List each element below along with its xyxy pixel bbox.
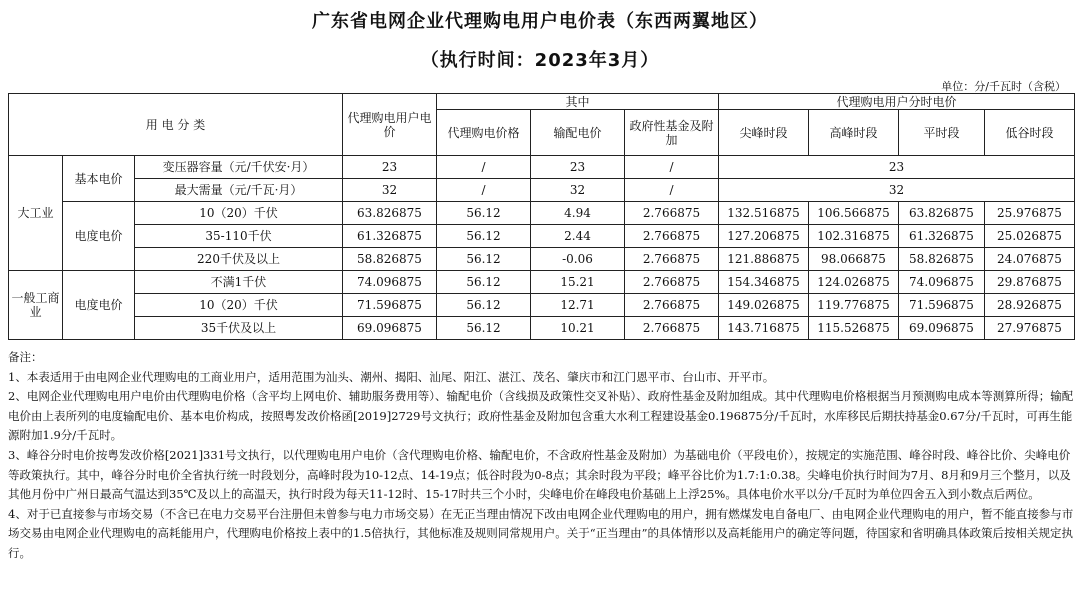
group-general-commercial: 一般工商业 bbox=[9, 271, 63, 340]
cell-purchase: 56.12 bbox=[437, 202, 531, 225]
cell-valley: 29.876875 bbox=[985, 271, 1075, 294]
cell-flat: 71.596875 bbox=[899, 294, 985, 317]
header-agent-price: 代理购电用户电价 bbox=[343, 94, 437, 156]
cell-fund: 2.766875 bbox=[625, 202, 719, 225]
cell-fund: / bbox=[625, 156, 719, 179]
header-purchase: 代理购电价格 bbox=[437, 110, 531, 156]
page-subtitle: （执行时间：2023年3月） bbox=[420, 50, 660, 71]
cell-fund: 2.766875 bbox=[625, 317, 719, 340]
cell-high: 98.066875 bbox=[809, 248, 899, 271]
header-transmission: 输配电价 bbox=[531, 110, 625, 156]
cell-purchase: 56.12 bbox=[437, 248, 531, 271]
cell-trans: 10.21 bbox=[531, 317, 625, 340]
header-among: 其中 bbox=[437, 94, 719, 110]
cell-valley: 24.076875 bbox=[985, 248, 1075, 271]
note-item: 4、对于已直接参与市场交易（不含已在电力交易平台注册但未曾参与电力市场交易）在无正当理由情况下改由电网企业代理购电的用户，拥有燃煤发电自备电厂、由电网企业代理购电的用户，暂不能直接参与市场交易由电网企业代理购电的高耗能用户，代理购电价格按上表中的1.5倍执行，其他标准及规则同常规用户。关于“正当理由”的具体情形以及高耗能用户的确定等问题，待国家和省明确具体政策后按相关规定执行。 bbox=[8, 506, 1074, 560]
cell-trans: 23 bbox=[531, 156, 625, 179]
group-energy-price: 电度电价 bbox=[63, 202, 135, 271]
cell-agent: 74.096875 bbox=[343, 271, 437, 294]
row-label: 10（20）千伏 bbox=[135, 202, 343, 225]
cell-trans: 2.44 bbox=[531, 225, 625, 248]
cell-purchase: 56.12 bbox=[437, 225, 531, 248]
cell-purchase: 56.12 bbox=[437, 317, 531, 340]
cell-high: 124.026875 bbox=[809, 271, 899, 294]
notes-section bbox=[8, 348, 1074, 564]
note-item: 3、峰谷分时电价按粤发改价格[2021]331号文执行，以代理购电用户电价（含代理购电价格、输配电价，不含政府性基金及附加）为基础电价（平段电价），按规定的实施范围、峰谷时段、峰谷比价、尖峰电价等政策执行。其中，峰谷分时电价全省执行统一时段划分，高峰时段为10-12点、14-19点；低谷时段为0-8点；其余时段为平段；峰平谷比价为1.7:1:0.38。尖峰电价执行时间为7月、8月和9月三个整月，以及其他月份中广州日最高气温达到35℃及以上的高温天，执行时段为每天11-12时、15-17时共三个小时，尖峰电价在峰段电价基础上上浮25%。具体电价水平以分/千瓦时为单位四舍五入到小数点后两位。 bbox=[8, 447, 1071, 502]
header-flat: 平时段 bbox=[899, 110, 985, 156]
header-tou-group: 代理购电用户分时电价 bbox=[719, 94, 1075, 110]
cell-high: 106.566875 bbox=[809, 202, 899, 225]
header-category: 用 电 分 类 bbox=[9, 94, 343, 156]
notes-heading: 备注： bbox=[8, 350, 43, 364]
cell-purchase: / bbox=[437, 179, 531, 202]
header-fund: 政府性基金及附加 bbox=[625, 110, 719, 156]
header-valley: 低谷时段 bbox=[985, 110, 1075, 156]
row-label: 最大需量（元/千瓦·月） bbox=[135, 179, 343, 202]
page-title: 广东省电网企业代理购电用户电价表（东西两翼地区） bbox=[312, 11, 768, 32]
cell-fund: 2.766875 bbox=[625, 248, 719, 271]
cell-trans: -0.06 bbox=[531, 248, 625, 271]
cell-peak: 132.516875 bbox=[719, 202, 809, 225]
cell-flat: 61.326875 bbox=[899, 225, 985, 248]
cell-flat: 69.096875 bbox=[899, 317, 985, 340]
row-label: 变压器容量（元/千伏安·月） bbox=[135, 156, 343, 179]
cell-peak: 149.026875 bbox=[719, 294, 809, 317]
note-item: 1、本表适用于由电网企业代理购电的工商业用户，适用范围为汕头、潮州、揭阳、汕尾、阳江、湛江、茂名、肇庆市和江门恩平市、台山市、开平市。 bbox=[8, 369, 775, 384]
cell-agent: 71.596875 bbox=[343, 294, 437, 317]
cell-flat: 58.826875 bbox=[899, 248, 985, 271]
cell-peak: 127.206875 bbox=[719, 225, 809, 248]
cell-valley: 25.976875 bbox=[985, 202, 1075, 225]
cell-purchase: 56.12 bbox=[437, 271, 531, 294]
note-item: 2、电网企业代理购电用户电价由代理购电价格（含平均上网电价、辅助服务费用等）、输配电价（含线损及政策性交叉补贴）、政府性基金及附加组成。其中代理购电价格根据当月预测购电成本等测算所得；输配电价由上表所列的电度输配电价、基本电价构成，按照粤发改价格函[2019]2729号文执行；政府性基金及附加包含重大水利工程建设基金0.196875分/千瓦时，水库移民后期扶持基金0.67分/千瓦时，可再生能源附加1.9分/千瓦时。 bbox=[8, 389, 1074, 443]
cell-fund: 2.766875 bbox=[625, 225, 719, 248]
cell-high: 102.316875 bbox=[809, 225, 899, 248]
cell-agent: 61.326875 bbox=[343, 225, 437, 248]
cell-purchase: 56.12 bbox=[437, 294, 531, 317]
cell-fund: 2.766875 bbox=[625, 294, 719, 317]
cell-agent: 69.096875 bbox=[343, 317, 437, 340]
group-basic-price: 基本电价 bbox=[63, 156, 135, 202]
cell-high: 115.526875 bbox=[809, 317, 899, 340]
cell-tou: 23 bbox=[719, 156, 1075, 179]
cell-trans: 32 bbox=[531, 179, 625, 202]
cell-peak: 154.346875 bbox=[719, 271, 809, 294]
group-large-industry: 大工业 bbox=[9, 156, 63, 271]
cell-peak: 143.716875 bbox=[719, 317, 809, 340]
cell-trans: 12.71 bbox=[531, 294, 625, 317]
row-label: 不满1千伏 bbox=[135, 271, 343, 294]
cell-fund: / bbox=[625, 179, 719, 202]
header-high: 高峰时段 bbox=[809, 110, 899, 156]
cell-tou: 32 bbox=[719, 179, 1075, 202]
cell-agent: 58.826875 bbox=[343, 248, 437, 271]
header-peak: 尖峰时段 bbox=[719, 110, 809, 156]
cell-trans: 15.21 bbox=[531, 271, 625, 294]
cell-flat: 63.826875 bbox=[899, 202, 985, 225]
group-energy-price-general: 电度电价 bbox=[63, 271, 135, 340]
price-table bbox=[8, 93, 1075, 340]
row-label: 220千伏及以上 bbox=[135, 248, 343, 271]
cell-agent: 32 bbox=[343, 179, 437, 202]
cell-agent: 23 bbox=[343, 156, 437, 179]
cell-valley: 25.026875 bbox=[985, 225, 1075, 248]
row-label: 10（20）千伏 bbox=[135, 294, 343, 317]
cell-valley: 28.926875 bbox=[985, 294, 1075, 317]
cell-fund: 2.766875 bbox=[625, 271, 719, 294]
cell-flat: 74.096875 bbox=[899, 271, 985, 294]
cell-purchase: / bbox=[437, 156, 531, 179]
cell-trans: 4.94 bbox=[531, 202, 625, 225]
cell-high: 119.776875 bbox=[809, 294, 899, 317]
cell-valley: 27.976875 bbox=[985, 317, 1075, 340]
row-label: 35千伏及以上 bbox=[135, 317, 343, 340]
row-label: 35-110千伏 bbox=[135, 225, 343, 248]
cell-peak: 121.886875 bbox=[719, 248, 809, 271]
cell-agent: 63.826875 bbox=[343, 202, 437, 225]
unit-label: 单位：分/千瓦时（含税） bbox=[941, 80, 1066, 93]
